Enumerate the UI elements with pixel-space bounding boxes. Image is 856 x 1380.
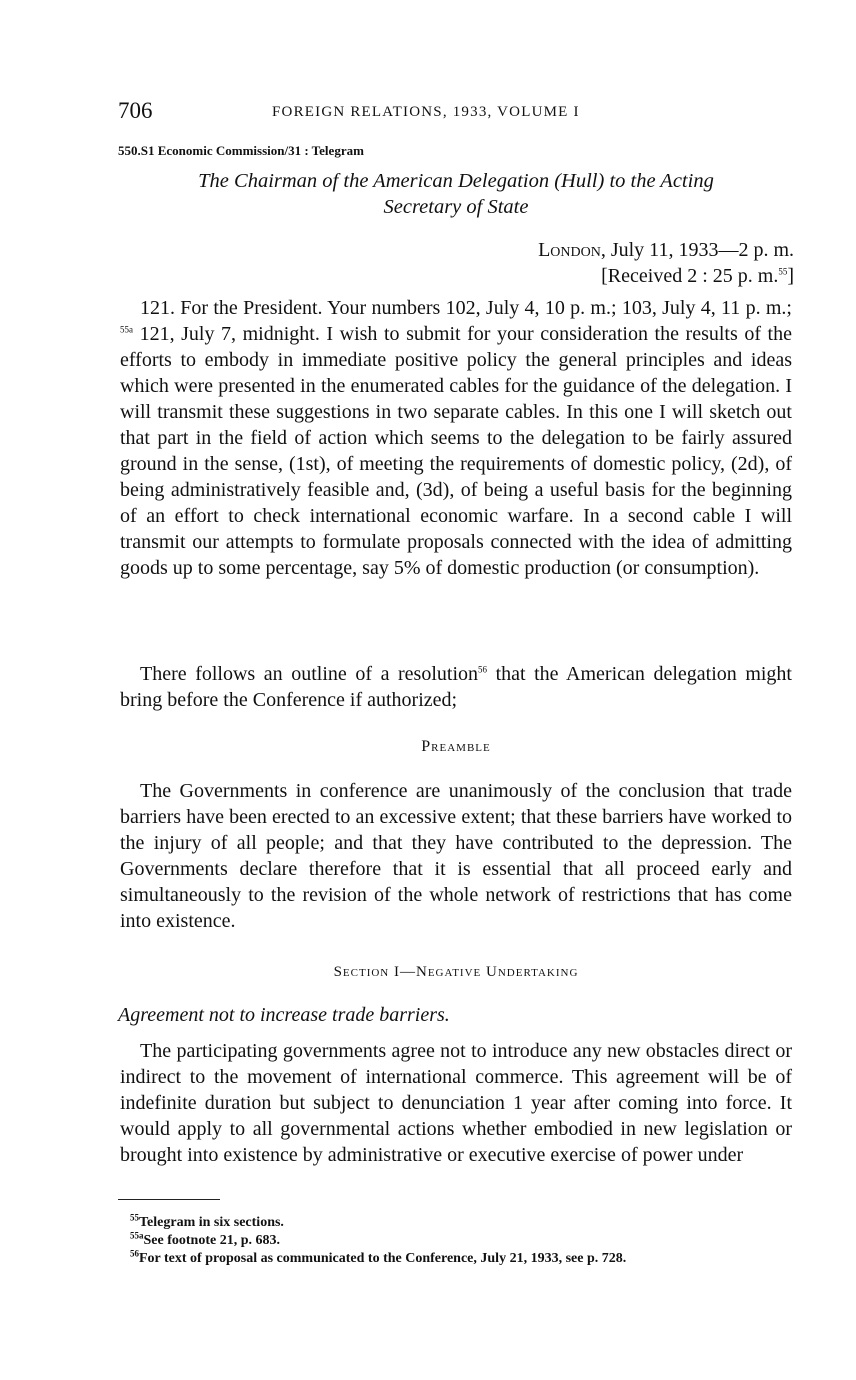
dateline-received bbox=[601, 265, 794, 288]
footnote-marker: 56 bbox=[478, 664, 487, 675]
paragraph-section-one: The participating governments agree not to introduce any new obstacles direct or indirect to the movement of international commerce. This agreement will be of indefinite duration but subject to denunciation 1 year after coming into force. It would apply to all governmental actions whether embodied in new legislation or brought into existence by administrative or executive exercise of power under bbox=[120, 1040, 792, 1166]
footnote-56: $^{56}$For text of proposal as communicated to the Conference, July 21, 1933, see p. 728. bbox=[130, 1248, 627, 1266]
received-text: [Received 2 : 25 p. m. bbox=[601, 265, 779, 287]
footnote-marker: 55 bbox=[778, 266, 788, 277]
document-title bbox=[118, 168, 794, 220]
dateline-date: , July 11, 1933—2 p. m. bbox=[600, 239, 794, 261]
title-line-1: The Chairman of the American Delegation (Hull) to the Acting bbox=[198, 170, 714, 192]
paragraph-preamble: The Governments in conference are unanimously of the conclusion that trade barriers have been erected to an excessive extent; that these barriers have worked to the injury of all people; and that they have contributed to the depression. The Governments declare therefore that it is essential that all proceed early and simultaneously to the revision of the whole network of restrictions that has come into existence. bbox=[120, 780, 792, 932]
title-line-2: Secretary of State bbox=[383, 196, 529, 218]
footnote-55: $^{55}$Telegram in six sections. bbox=[130, 1212, 284, 1230]
subsection-heading: Agreement not to increase trade barriers. bbox=[118, 1004, 450, 1026]
footnote-55a: $^{55a}$See footnote 21, p. 683. bbox=[130, 1230, 280, 1248]
paragraph-message-body: 121. For the President. Your numbers 102, July 4, 10 p. m.; 103, July 4, 11 p. m.; $^{55a}$ 121, July 7, midnight. I wish to submit for your consideration the results of the efforts to embody in immediate positive policy the general principles and ideas which were presented in the enumerated cables for the guidance of the delegation. I will transmit these suggestions in two separate cables. In this one I will sketch out that part in the field of action which seems to the delegation to be fairly assured ground in the sense, (1st), of meeting the requirements of domestic policy, (2d), of being administratively feasible and, (3d), of being a useful basis for the beginning of an effort to check international economic warfare. In a second cable I will transmit our attempts to formulate proposals connected with the idea of admitting goods up to some percentage, say 5% of domestic production (or consumption). bbox=[120, 297, 792, 579]
dateline-place-date bbox=[538, 239, 794, 262]
dateline-place: London bbox=[538, 239, 601, 261]
preamble-heading: Preamble bbox=[421, 738, 491, 755]
received-close: ] bbox=[787, 265, 794, 287]
running-title: FOREIGN RELATIONS, 1933, VOLUME I bbox=[272, 104, 580, 120]
paragraph-resolution-intro: There follows an outline of a resolution$^{56}$ that the American delegation might bring before the Conference if authorized; bbox=[120, 663, 792, 711]
section-heading: Section I—Negative Undertaking bbox=[333, 964, 579, 980]
page-number: 706 bbox=[118, 98, 153, 123]
footnote-divider bbox=[118, 1199, 220, 1200]
file-reference: 550.S1 Economic Commission/31 : Telegram bbox=[118, 143, 364, 158]
page-header bbox=[118, 98, 790, 126]
footnote-marker: 55a bbox=[120, 324, 133, 335]
